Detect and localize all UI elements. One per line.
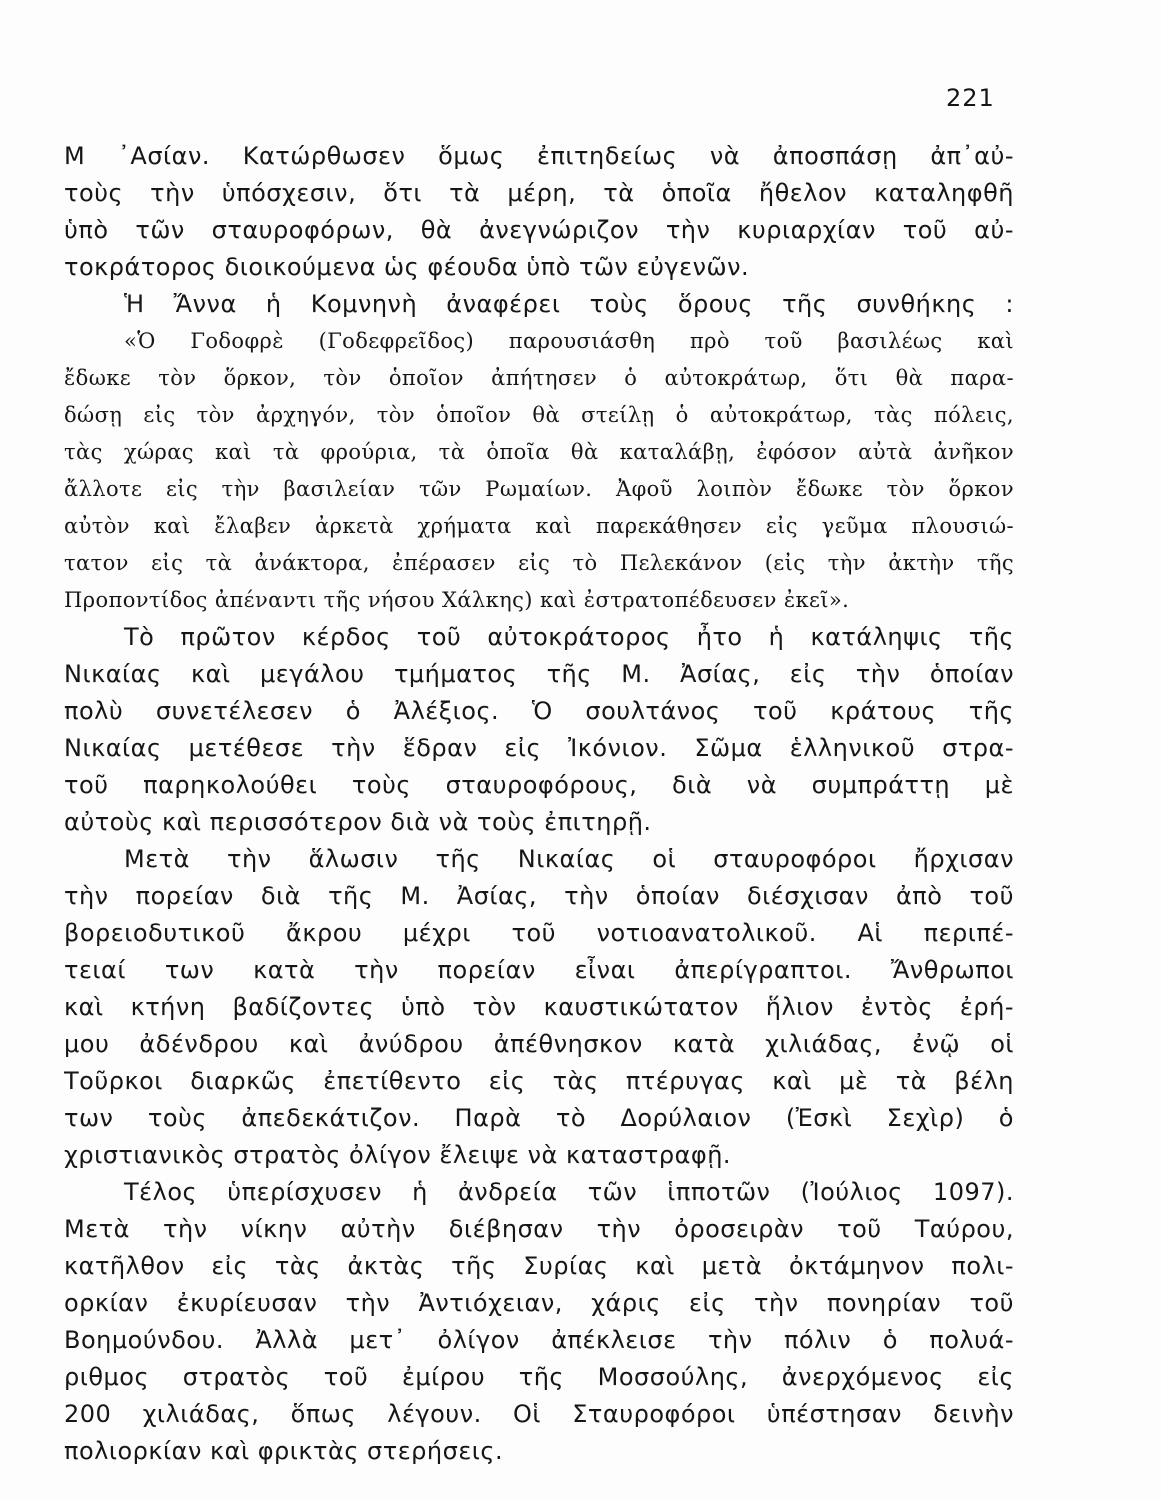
- text-line: μου ἀδένδρου καὶ ἀνύδρου ἀπέθνησκον κατὰ χιλιάδας, ἐνῷ οἱ: [64, 1030, 1014, 1058]
- text-line: Μετὰ τὴν νίκην αὐτὴν διέβησαν τὴν ὀροσειρὰν τοῦ Ταύρου,: [64, 1215, 1014, 1243]
- text-line: τοκράτορος διοικούμενα ὡς φέουδα ὑπὸ τῶν εὐγενῶν.: [64, 253, 750, 281]
- text-line: πολιορκίαν καὶ φρικτὰς στερήσεις.: [64, 1437, 504, 1465]
- text-line: αὐτοὺς καὶ περισσότερον διὰ νὰ τοὺς ἐπιτηρῇ.: [64, 808, 652, 836]
- text-line: ριθμος στρατὸς τοῦ ἐμίρου τῆς Μοσσούλης, ἀνερχόμενος εἰς: [64, 1363, 1014, 1391]
- text-line: τοὺς τὴν ὑπόσχεσιν, ὅτι τὰ μέρη, τὰ ὁποῖα ἤθελον καταληφθῆ: [64, 179, 1014, 207]
- quote-line: αὐτὸν καὶ ἔλαβεν ἀρκετὰ χρήματα καὶ παρεκάθησεν εἰς γεῦμα πλουσιώ-: [64, 514, 1014, 538]
- quote-line: Προποντίδος ἀπέναντι τῆς νήσου Χάλκης) καὶ ἐστρατοπέδευσεν ἐκεῖ».: [64, 588, 850, 612]
- text-line: βορειοδυτικοῦ ἄκρου μέχρι τοῦ νοτιοανατολικοῦ. Αἱ περιπέ-: [64, 919, 1014, 947]
- text-line: Τοῦρκοι διαρκῶς ἐπετίθεντο εἰς τὰς πτέρυγας καὶ μὲ τὰ βέλη: [64, 1067, 1014, 1095]
- text-line: Ἡ Ἄννα ἡ Κομνηνὴ ἀναφέρει τοὺς ὅρους τῆς συνθήκης :: [124, 290, 1014, 318]
- text-line: των τοὺς ἀπεδεκάτιζον. Παρὰ τὸ Δορύλαιον (Ἐσκὶ Σεχὶρ) ὁ: [64, 1104, 1014, 1132]
- quote-line: ἔδωκε τὸν ὅρκον, τὸν ὁποῖον ἀπήτησεν ὁ αὐτοκράτωρ, ὅτι θὰ παρα-: [64, 366, 1014, 390]
- text-line: Μ ᾽Ασίαν. Κατώρθωσεν ὅμως ἐπιτηδείως νὰ ἀποσπάσῃ ἀπ᾽αὐ-: [64, 142, 1014, 170]
- page-number: 221: [946, 84, 995, 112]
- text-line: τοῦ παρηκολούθει τοὺς σταυροφόρους, διὰ νὰ συμπράττῃ μὲ: [64, 771, 1014, 799]
- text-line: Νικαίας καὶ μεγάλου τμήματος τῆς Μ. Ἀσίας, εἰς τὴν ὁποίαν: [64, 660, 1014, 688]
- text-line: Νικαίας μετέθεσε τὴν ἕδραν εἰς Ἰκόνιον. Σῶμα ἑλληνικοῦ στρα-: [64, 734, 1014, 762]
- text-line: κατῆλθον εἰς τὰς ἀκτὰς τῆς Συρίας καὶ μετὰ ὀκτάμηνον πολι-: [64, 1252, 1014, 1280]
- text-line: καὶ κτήνη βαδίζοντες ὑπὸ τὸν καυστικώτατον ἥλιον ἐντὸς ἐρή-: [64, 993, 1014, 1021]
- text-line: 200 χιλιάδας, ὅπως λέγουν. Οἱ Σταυροφόροι ὑπέστησαν δεινὴν: [64, 1400, 1014, 1428]
- quote-line: ἄλλοτε εἰς τὴν βασιλείαν τῶν Ρωμαίων. Ἀφοῦ λοιπὸν ἔδωκε τὸν ὅρκον: [64, 477, 1014, 501]
- text-line: τὴν πορείαν διὰ τῆς Μ. Ἀσίας, τὴν ὁποίαν διέσχισαν ἀπὸ τοῦ: [64, 882, 1014, 910]
- body-text: [64, 138, 1014, 1470]
- text-line: χριστιανικὸς στρατὸς ὀλίγον ἔλειψε νὰ καταστραφῇ.: [64, 1141, 732, 1169]
- quote-line: τὰς χώρας καὶ τὰ φρούρια, τὰ ὁποῖα θὰ καταλάβῃ, ἐφόσον αὐτὰ ἀνῆκον: [64, 440, 1014, 464]
- text-line: Τέλος ὑπερίσχυσεν ἡ ἀνδρεία τῶν ἱπποτῶν (Ἰούλιος 1097).: [124, 1178, 1014, 1206]
- text-line: Μετὰ τὴν ἅλωσιν τῆς Νικαίας οἱ σταυροφόροι ἤρχισαν: [124, 845, 1014, 873]
- quote-line: τατον εἰς τὰ ἀνάκτορα, ἐπέρασεν εἰς τὸ Πελεκάνον (εἰς τὴν ἀκτὴν τῆς: [64, 551, 1014, 575]
- text-line: ορκίαν ἐκυρίευσαν τὴν Ἀντιόχειαν, χάρις εἰς τὴν πονηρίαν τοῦ: [64, 1289, 1014, 1317]
- text-line: Τὸ πρῶτον κέρδος τοῦ αὐτοκράτορος ἦτο ἡ κατάληψις τῆς: [124, 623, 1014, 651]
- text-line: τειαί των κατὰ τὴν πορείαν εἶναι ἀπερίγραπτοι. Ἄνθρωποι: [64, 956, 1014, 984]
- text-line: πολὺ συνετέλεσεν ὁ Ἀλέξιος. Ὁ σουλτάνος τοῦ κράτους τῆς: [64, 697, 1014, 725]
- text-line: ὑπὸ τῶν σταυροφόρων, θὰ ἀνεγνώριζον τὴν κυριαρχίαν τοῦ αὐ-: [64, 216, 1014, 244]
- quote-line: «Ὁ Γοδοφρὲ (Γοδεφρεῖδος) παρουσιάσθη πρὸ τοῦ βασιλέως καὶ: [124, 329, 1014, 353]
- quote-line: δώσῃ εἰς τὸν ἀρχηγόν, τὸν ὁποῖον θὰ στείλῃ ὁ αὐτοκράτωρ, τὰς πόλεις,: [64, 403, 1014, 427]
- text-line: Βοημούνδου. Ἀλλὰ μετ᾽ ὀλίγον ἀπέκλεισε τὴν πόλιν ὁ πολυά-: [64, 1326, 1014, 1354]
